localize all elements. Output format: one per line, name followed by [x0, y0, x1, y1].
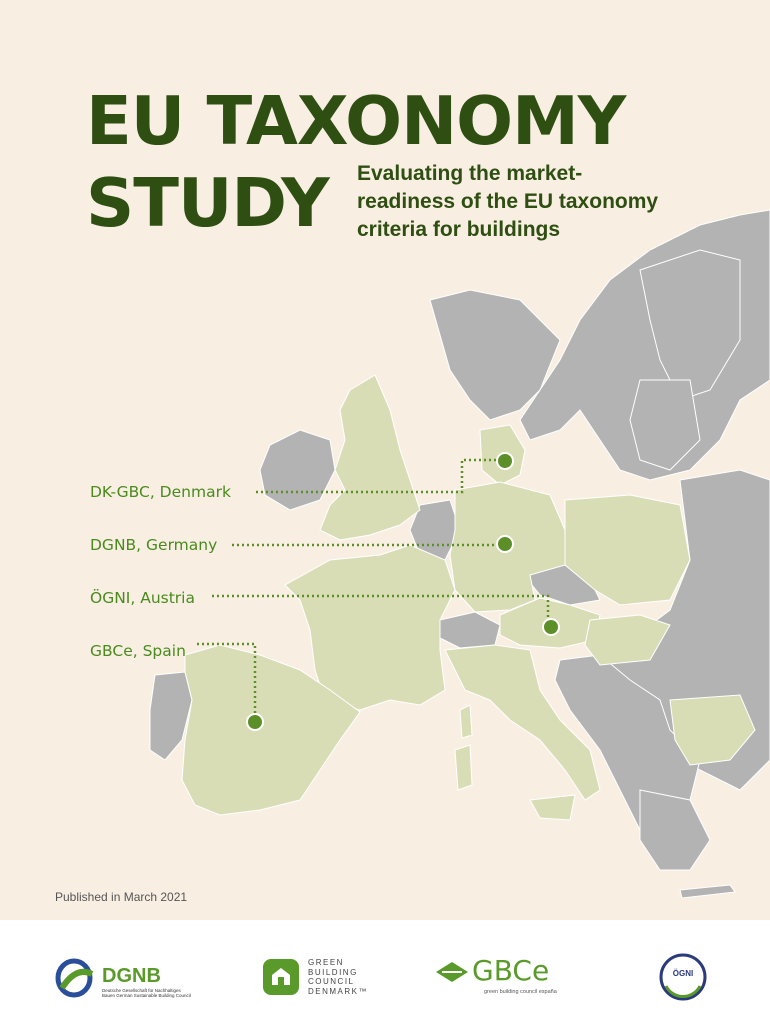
dgnb-subtext: Deutsche Gesellschaft für Nachhaltiges Bauen German Sustainable Building Council [102, 988, 191, 998]
location-label-austria: ÖGNI, Austria [90, 589, 195, 607]
page-title-line1: EU TAXONOMY [86, 82, 626, 160]
map-region-sardinia [455, 745, 472, 790]
subtitle [357, 160, 658, 244]
subtitle-line1: Evaluating the market- [357, 162, 583, 185]
subtitle-line3: criteria for buildings [357, 218, 561, 241]
dgnb-logo [54, 958, 194, 998]
subtitle-line2: readiness of the EU taxonomy [357, 190, 659, 213]
marker-spain [247, 714, 263, 730]
map-region-corsica [460, 705, 472, 738]
gbc-denmark-logo [262, 958, 372, 998]
house-icon [262, 958, 300, 996]
location-label-spain: GBCe, Spain [90, 642, 186, 660]
map-region-great-britain [320, 375, 420, 540]
gbce-subtext: green building council españa [484, 989, 557, 995]
marker-germany [497, 536, 513, 552]
dgnb-name: DGNB [102, 965, 161, 987]
map-region-switzerland [440, 612, 500, 648]
map-region-greece [640, 790, 710, 870]
location-label-germany: DGNB, Germany [90, 536, 218, 554]
ogni-name: ÖGNI [672, 969, 694, 978]
logo-footer [0, 920, 770, 1024]
marker-austria [543, 619, 559, 635]
marker-denmark [497, 453, 513, 469]
ogni-logo [658, 952, 708, 1002]
map-region-ireland [260, 430, 335, 510]
gbc-denmark-text: GREEN BUILDING COUNCIL DENMARK™ [308, 958, 369, 996]
gbce-name: GBCe [472, 954, 550, 987]
published-date: Published in March 2021 [55, 890, 188, 904]
gbce-emblem-icon [434, 960, 470, 984]
dgnb-emblem-icon [54, 958, 98, 998]
map-region-crete [680, 885, 735, 898]
map-region-sicily [530, 795, 575, 820]
page-title-line2: STUDY [86, 164, 329, 242]
location-label-denmark: DK-GBC, Denmark [90, 483, 231, 501]
gbce-logo [434, 954, 574, 1000]
